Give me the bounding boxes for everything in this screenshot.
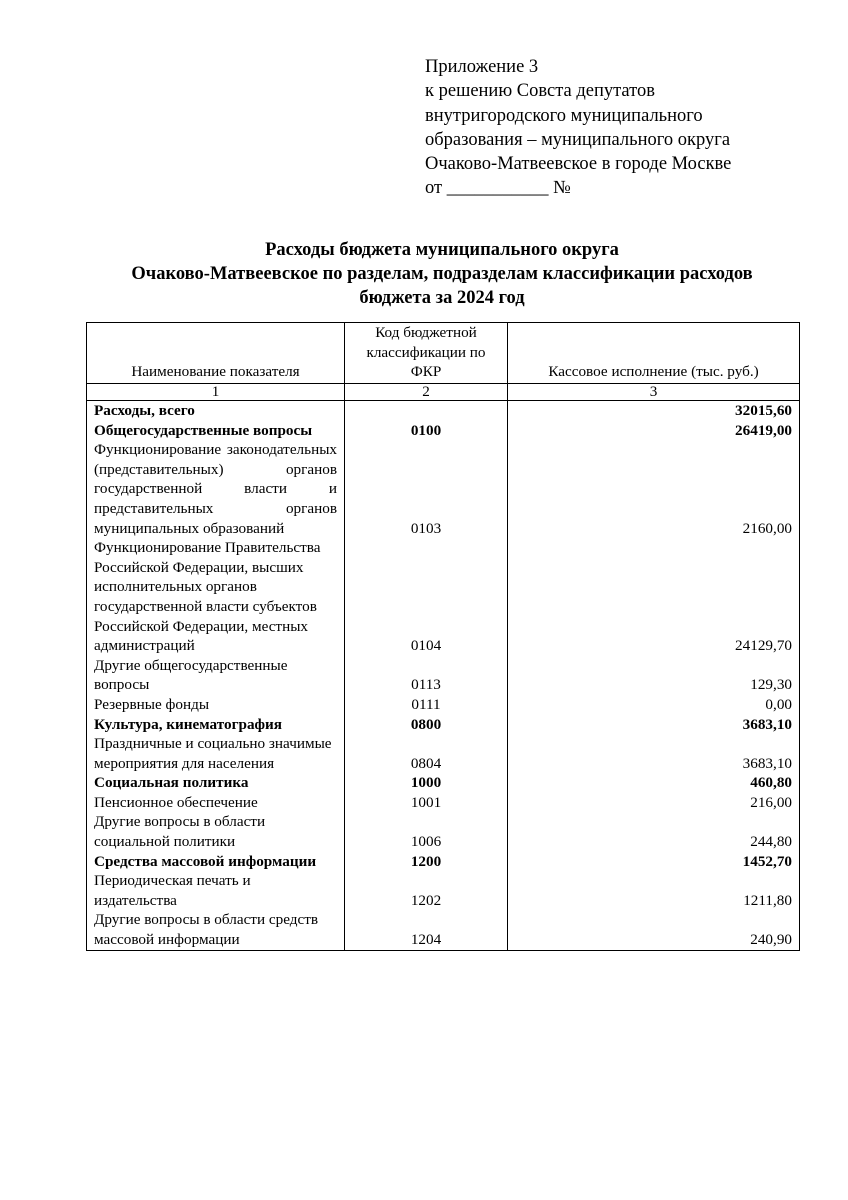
annex-line: Очаково-Матвеевское в городе Москве xyxy=(425,154,732,175)
row-code: 1000 xyxy=(345,773,508,793)
column-number: 3 xyxy=(508,384,800,401)
row-amount: 0,00 xyxy=(508,695,800,715)
table-row xyxy=(87,401,800,421)
row-code: 1204 xyxy=(345,910,508,950)
row-code: 1006 xyxy=(345,812,508,851)
row-name: Резервные фонды xyxy=(87,695,345,715)
table-row xyxy=(87,715,800,735)
row-amount: 3683,10 xyxy=(508,715,800,735)
table-row xyxy=(87,910,800,950)
row-code: 1001 xyxy=(345,793,508,813)
row-name: Культура, кинематография xyxy=(87,715,345,735)
table-row xyxy=(87,812,800,851)
row-amount: 1452,70 xyxy=(508,852,800,872)
header-amount: Кассовое исполнение (тыс. руб.) xyxy=(508,323,800,384)
row-code: 0113 xyxy=(345,656,508,695)
table-row xyxy=(87,421,800,441)
row-name: Расходы, всего xyxy=(87,401,345,421)
row-code: 0804 xyxy=(345,734,508,773)
row-name: Пенсионное обеспечение xyxy=(87,793,345,813)
document-title xyxy=(86,238,798,310)
table-row xyxy=(87,440,800,538)
row-code: 0111 xyxy=(345,695,508,715)
row-name: Другие общегосударственные вопросы xyxy=(87,656,345,695)
row-name: Другие вопросы в области социальной политики xyxy=(87,812,345,851)
header-code: Код бюджетной классификации по ФКР xyxy=(345,323,508,384)
row-code: 0800 xyxy=(345,715,508,735)
table-row xyxy=(87,695,800,715)
column-number: 1 xyxy=(87,384,345,401)
column-number: 2 xyxy=(345,384,508,401)
row-amount: 216,00 xyxy=(508,793,800,813)
table-row xyxy=(87,656,800,695)
column-number-row xyxy=(87,384,800,401)
row-code: 1202 xyxy=(345,871,508,910)
table-row xyxy=(87,734,800,773)
annex-line: образования – муниципального округа xyxy=(425,129,731,150)
table-header-row xyxy=(87,323,800,384)
row-amount: 24129,70 xyxy=(508,538,800,656)
row-name: Общегосударственные вопросы xyxy=(87,421,345,441)
annex-line: внутригородского муниципального xyxy=(425,105,703,126)
title-line: Очаково-Матвеевское по разделам, подразделам классификации расходов xyxy=(131,264,753,284)
annex-line: от ___________ № xyxy=(425,178,571,199)
row-code: 0103 xyxy=(345,440,508,538)
table-row xyxy=(87,871,800,910)
row-code: 1200 xyxy=(345,852,508,872)
row-amount: 1211,80 xyxy=(508,871,800,910)
table-row xyxy=(87,773,800,793)
row-amount: 26419,00 xyxy=(508,421,800,441)
row-amount: 244,80 xyxy=(508,812,800,851)
row-name: Праздничные и социально значимые мероприятия для населения xyxy=(87,734,345,773)
row-amount: 129,30 xyxy=(508,656,800,695)
row-amount: 460,80 xyxy=(508,773,800,793)
row-name: Периодическая печать и издательства xyxy=(87,871,345,910)
annex-block xyxy=(425,55,731,201)
row-name: Социальная политика xyxy=(87,773,345,793)
row-amount: 240,90 xyxy=(508,910,800,950)
annex-line: Приложение 3 xyxy=(425,57,539,77)
table-row xyxy=(87,538,800,656)
budget-table xyxy=(86,322,800,951)
table-row xyxy=(87,852,800,872)
row-code: 0100 xyxy=(345,421,508,441)
row-name: Функционирование законодательных (представительных) органов государственной власти и представительных органов муниципальных образований xyxy=(87,440,345,538)
row-name: Функционирование Правительства Российской Федерации, высших исполнительных органов государственной власти субъектов Российской Федерации, местных администраций xyxy=(87,538,345,656)
row-name: Средства массовой информации xyxy=(87,852,345,872)
title-line: бюджета за 2024 год xyxy=(359,288,525,308)
title-line: Расходы бюджета муниципального округа xyxy=(265,240,619,260)
row-amount: 2160,00 xyxy=(508,440,800,538)
row-name: Другие вопросы в области средств массовой информации xyxy=(87,910,345,950)
header-name: Наименование показателя xyxy=(87,323,345,384)
row-amount: 32015,60 xyxy=(508,401,800,421)
row-code xyxy=(345,401,508,421)
row-amount: 3683,10 xyxy=(508,734,800,773)
table-row xyxy=(87,793,800,813)
annex-line: к решению Совста депутатов xyxy=(425,81,655,102)
row-code: 0104 xyxy=(345,538,508,656)
